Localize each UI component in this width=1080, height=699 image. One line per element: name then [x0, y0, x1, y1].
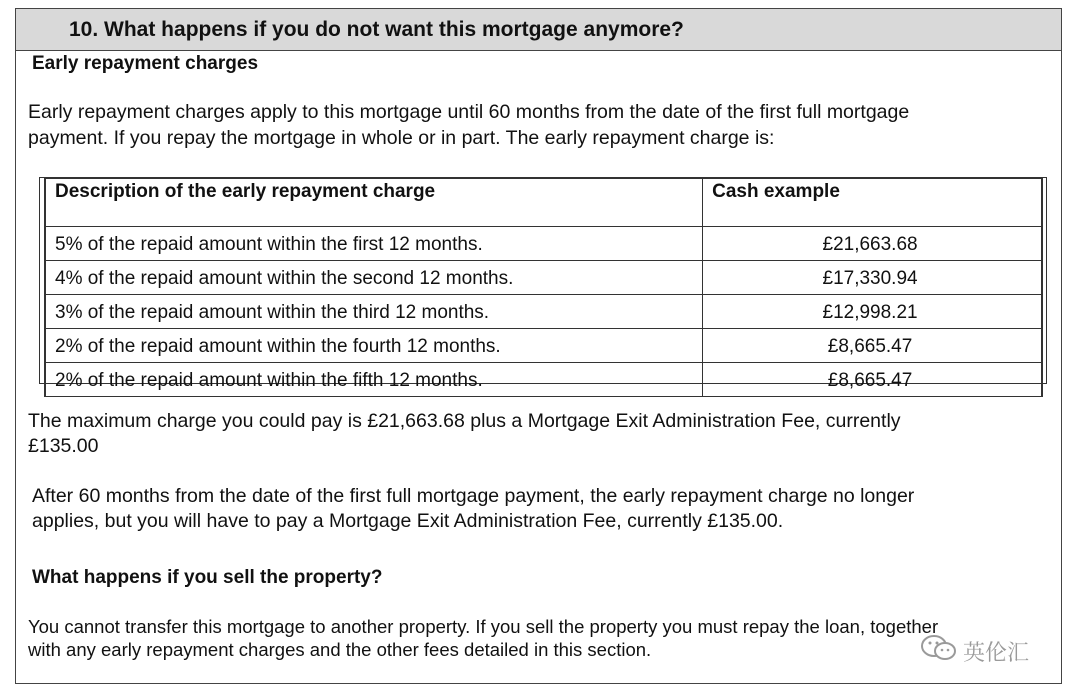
- watermark-text: 英伦汇: [963, 639, 1030, 665]
- charge-description: 2% of the repaid amount within the fourth 12 months.: [45, 329, 703, 363]
- section-title: 10. What happens if you do not want this mortgage anymore?: [69, 18, 684, 41]
- cash-example: £8,665.47: [703, 363, 1042, 397]
- cash-example: £21,663.68: [703, 227, 1042, 261]
- sell-property-line1: You cannot transfer this mortgage to another property. If you sell the property you must repay the loan, together: [28, 616, 939, 637]
- charge-description: 5% of the repaid amount within the first 12 months.: [45, 227, 703, 261]
- intro-text-line1: Early repayment charges apply to this mortgage until 60 months from the date of the first full mortgage: [28, 101, 910, 123]
- table-row: [45, 261, 1042, 295]
- document-section: [15, 8, 1062, 684]
- sell-property-heading: What happens if you sell the property?: [32, 567, 383, 588]
- charge-description: 2% of the repaid amount within the fifth 12 months.: [45, 363, 703, 397]
- early-repayment-heading: Early repayment charges: [32, 53, 259, 74]
- column-header-cash-example: Cash example: [703, 179, 1042, 227]
- intro-text-line2: payment. If you repay the mortgage in whole or in part. The early repayment charge is:: [28, 127, 775, 149]
- table-row: [45, 329, 1042, 363]
- charge-description: 3% of the repaid amount within the third 12 months.: [45, 295, 703, 329]
- wechat-icon: [919, 633, 963, 669]
- cash-example: £17,330.94: [703, 261, 1042, 295]
- table-row: [45, 227, 1042, 261]
- table-row: [45, 295, 1042, 329]
- cash-example: £12,998.21: [703, 295, 1042, 329]
- max-charge-line1: The maximum charge you could pay is £21,663.68 plus a Mortgage Exit Administration Fee, currently: [28, 410, 901, 432]
- after-60-months-line1: After 60 months from the date of the first full mortgage payment, the early repayment charge no longer: [32, 485, 915, 507]
- section-header: [16, 9, 1061, 51]
- after-60-months-line2: applies, but you will have to pay a Mortgage Exit Administration Fee, currently £135.00.: [32, 510, 784, 532]
- charge-description: 4% of the repaid amount within the second 12 months.: [45, 261, 703, 295]
- cash-example: £8,665.47: [703, 329, 1042, 363]
- column-header-description: Description of the early repayment charge: [45, 179, 703, 227]
- early-repayment-table: [39, 177, 1047, 391]
- table-header-row: [45, 179, 1042, 227]
- watermark: [919, 633, 1029, 669]
- table-row: [45, 363, 1042, 397]
- max-charge-line2: £135.00: [28, 435, 99, 457]
- sell-property-line2: with any early repayment charges and the other fees detailed in this section.: [28, 639, 652, 660]
